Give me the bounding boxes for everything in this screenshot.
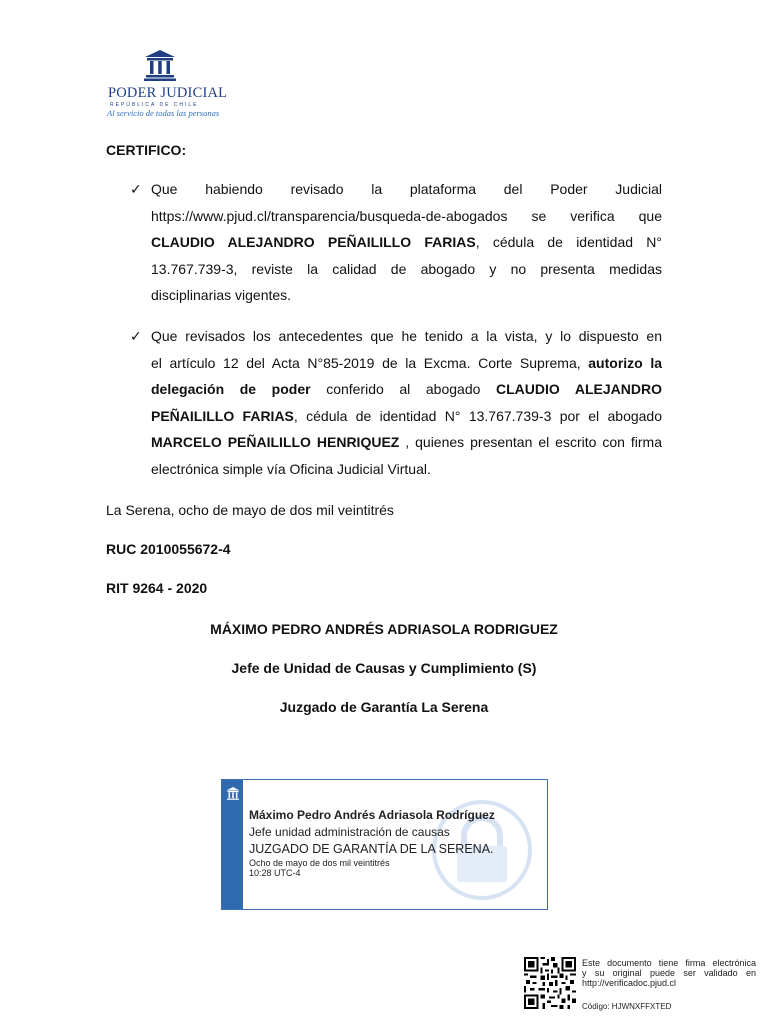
item-2-line-5: MARCELO PEÑAILILLO HENRIQUEZ , quienes presentan el escrito con firma bbox=[151, 434, 662, 450]
item-1-line-1: Que habiendo revisado la plataforma del Poder Judicial bbox=[151, 181, 662, 197]
signature-court: JUZGADO DE GARANTÍA DE LA SERENA. bbox=[249, 842, 494, 856]
certification-item-2 bbox=[151, 323, 662, 482]
signature-date: Ocho de mayo de dos mil veintitrés bbox=[249, 858, 390, 868]
item-2-line-3: delegación de poder conferido al abogado CLAUDIO ALEJANDRO bbox=[151, 381, 662, 397]
electronic-signature-box bbox=[221, 779, 548, 910]
pjud-search-url: https://www.pjud.cl/transparencia/busqueda-de-abogados bbox=[151, 207, 508, 224]
ruc-number: RUC 2010055672-4 bbox=[106, 541, 231, 557]
checkmark-icon: ✓ bbox=[130, 181, 142, 197]
verification-qr-code bbox=[524, 957, 576, 1009]
item-2-line-4: PEÑAILILLO FARIAS, cédula de identidad N° 13.767.739-3 por el abogado bbox=[151, 407, 662, 424]
signature-sidebar bbox=[222, 780, 243, 909]
item-1-line-2: https://www.pjud.cl/transparencia/busqueda-de-abogados se verifica que bbox=[151, 207, 662, 224]
verification-line-2: y su original puede ser validado en bbox=[582, 968, 756, 978]
rit-number: RIT 9264 - 2020 bbox=[106, 580, 208, 596]
signer-court: Juzgado de Garantía La Serena bbox=[279, 699, 489, 715]
signature-signer-name: Máximo Pedro Andrés Adriasola Rodríguez bbox=[249, 808, 495, 822]
signer-name: MÁXIMO PEDRO ANDRÉS ADRIASOLA RODRIGUEZ bbox=[210, 621, 558, 637]
certification-item-1 bbox=[151, 176, 662, 309]
item-2-line-6: electrónica simple vía Oficina Judicial Virtual. bbox=[151, 460, 431, 477]
verification-line-1: Este documento tiene firma electrónica bbox=[582, 958, 756, 968]
logo-subtitle: REPÚBLICA DE CHILE bbox=[110, 102, 199, 108]
place-date: La Serena, ocho de mayo de dos mil veintitrés bbox=[106, 502, 394, 518]
item-2-line-1: Que revisados los antecedentes que he tenido a la vista, y lo dispuesto en bbox=[151, 328, 662, 344]
checkmark-icon: ✓ bbox=[130, 328, 142, 344]
courthouse-icon bbox=[141, 48, 179, 82]
verification-notice bbox=[582, 958, 756, 988]
courthouse-icon bbox=[225, 786, 241, 802]
item-1-line-4: 13.767.739-3, reviste la calidad de abogado y no presenta medidas bbox=[151, 260, 662, 277]
item-1-line-3: CLAUDIO ALEJANDRO PEÑAILILLO FARIAS, cédula de identidad N° bbox=[151, 234, 662, 250]
signature-signer-role: Jefe unidad administración de causas bbox=[249, 825, 450, 839]
signer-title: Jefe de Unidad de Causas y Cumplimiento (S) bbox=[231, 660, 537, 676]
verification-url: http://verificadoc.pjud.cl bbox=[582, 978, 677, 988]
logo-slogan: Al servicio de todas las personas bbox=[107, 108, 220, 118]
item-1-line-5: disciplinarias vigentes. bbox=[151, 287, 292, 303]
logo-name: PODER JUDICIAL bbox=[108, 85, 228, 101]
verification-code: Código: HJWNXFFXTED bbox=[582, 1002, 672, 1011]
poder-judicial-logo bbox=[104, 48, 234, 120]
item-2-line-2: el artículo 12 del Acta N°85-2019 de la Excma. Corte Suprema, autorizo la bbox=[151, 354, 662, 371]
signature-time: 10:28 UTC-4 bbox=[249, 868, 301, 878]
lawyer-name: CLAUDIO ALEJANDRO PEÑAILILLO FARIAS bbox=[151, 234, 476, 250]
certifico-heading: CERTIFICO: bbox=[106, 142, 187, 158]
